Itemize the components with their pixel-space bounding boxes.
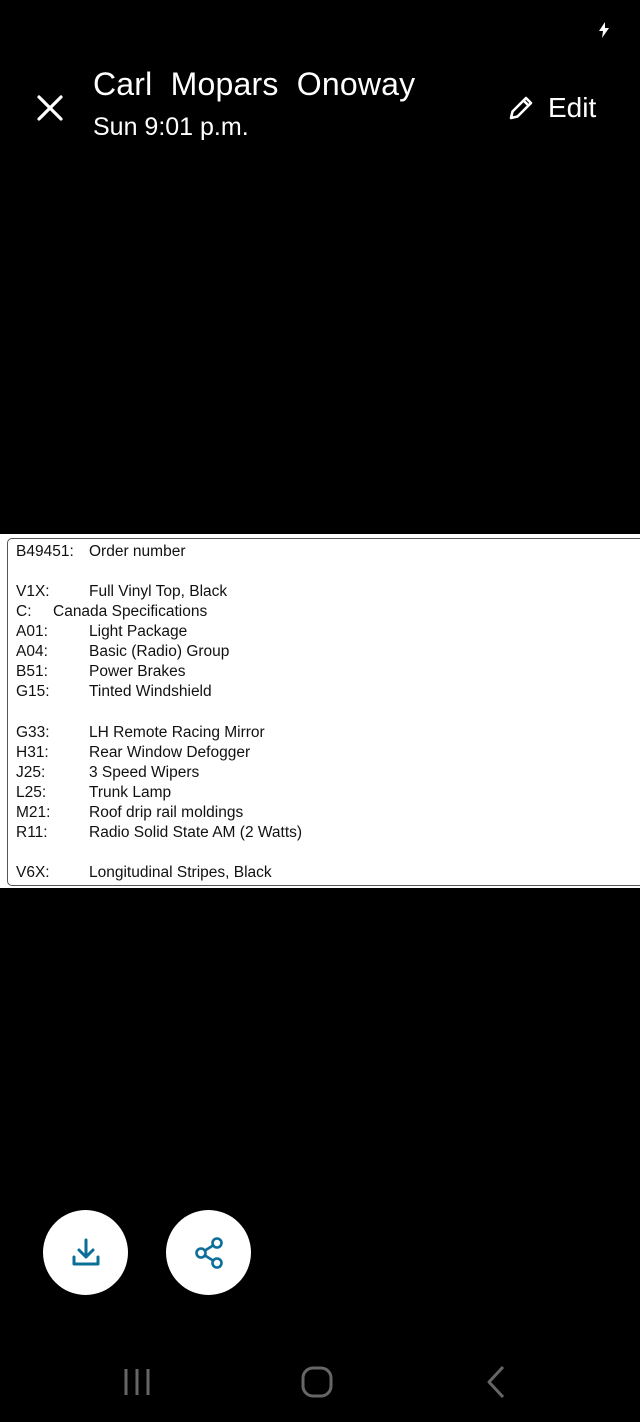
- flash-icon: [598, 22, 610, 38]
- share-icon: [189, 1233, 229, 1273]
- message-header: [93, 64, 415, 144]
- share-button[interactable]: [166, 1210, 251, 1295]
- edit-label: Edit: [548, 92, 597, 123]
- edit-button[interactable]: [506, 88, 596, 128]
- document-line: B49451: Order number: [16, 543, 186, 560]
- close-button[interactable]: [28, 86, 72, 130]
- download-icon: [66, 1233, 106, 1273]
- document-line: L25: Trunk Lamp: [16, 784, 172, 801]
- document-line: R11: Radio Solid State AM (2 Watts): [16, 824, 303, 841]
- download-button[interactable]: [43, 1210, 128, 1295]
- recents-icon: [120, 1366, 154, 1398]
- message-timestamp: Sun 9:01 p.m.: [93, 113, 249, 141]
- document-line: V1X: Full Vinyl Top, Black: [16, 583, 228, 600]
- document-line: M21: Roof drip rail moldings: [16, 804, 244, 821]
- back-icon: [483, 1365, 509, 1399]
- sender-name: Carl Mopars Onoway: [93, 66, 416, 102]
- document-line: V6X: Longitudinal Stripes, Black: [16, 864, 272, 881]
- home-icon: [300, 1365, 334, 1399]
- close-icon: [36, 94, 64, 122]
- back-button[interactable]: [466, 1358, 526, 1406]
- document-line: B51: Power Brakes: [16, 663, 186, 680]
- home-button[interactable]: [287, 1358, 347, 1406]
- pencil-icon: [506, 93, 536, 123]
- document-line: A01: Light Package: [16, 623, 188, 640]
- document-line: H31: Rear Window Defogger: [16, 744, 251, 761]
- attachment-image[interactable]: [0, 534, 640, 888]
- document-line: G33: LH Remote Racing Mirror: [16, 724, 265, 741]
- document-line: A04: Basic (Radio) Group: [16, 643, 230, 660]
- document-line: C: Canada Specifications: [16, 603, 208, 620]
- document-line: J25: 3 Speed Wipers: [16, 764, 200, 781]
- document-line: G15: Tinted Windshield: [16, 683, 212, 700]
- document-preview: [7, 538, 640, 886]
- recents-button[interactable]: [107, 1358, 167, 1406]
